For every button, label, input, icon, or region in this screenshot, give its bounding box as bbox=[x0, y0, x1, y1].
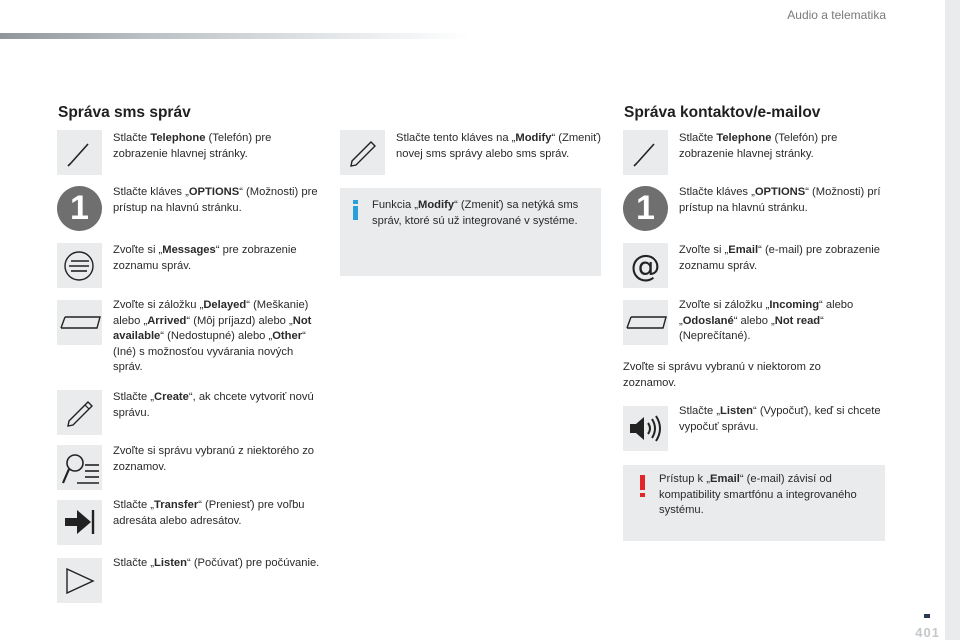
list-icon bbox=[57, 243, 102, 288]
text: “ (Zmeniť) novej sms správy alebo sms správ. bbox=[396, 132, 602, 160]
left-row-create bbox=[113, 390, 323, 421]
bold-term: Other bbox=[272, 330, 303, 342]
text: Zvoľte si správu vybranú z niektorého zo zoznamov. bbox=[113, 445, 315, 473]
text: “ (Počúvať) pre počúvanie. bbox=[187, 557, 320, 569]
text: (Telefón) pre zobrazenie hlavnej stránky. bbox=[679, 132, 838, 160]
info-icon bbox=[352, 200, 360, 220]
text: Prístup k „ bbox=[659, 473, 710, 485]
right-row-email bbox=[679, 243, 889, 274]
tab-icon bbox=[623, 300, 668, 345]
info-box bbox=[340, 188, 601, 276]
svg-text:@: @ bbox=[630, 249, 661, 284]
text: Funkcia „ bbox=[372, 199, 419, 211]
text: “ (Preniesť) pre voľbu adresáta alebo adresátov. bbox=[113, 499, 305, 527]
right-row-listen bbox=[679, 404, 889, 435]
text: “ (Nedostupné) alebo „ bbox=[160, 330, 273, 342]
left-row-tabs bbox=[113, 298, 318, 376]
left-row-messages bbox=[113, 243, 323, 274]
contact-select-icon bbox=[57, 445, 102, 490]
header-gradient-bar bbox=[0, 33, 470, 39]
bold-term: Messages bbox=[162, 244, 216, 256]
text: Stlačte kláves „ bbox=[679, 186, 755, 198]
text: “ (Zmeniť) sa netýká sms správ, ktoré sú už integrované v systéme. bbox=[372, 199, 579, 227]
warning-text bbox=[659, 472, 874, 519]
text: Stlačte tento kláves na „ bbox=[396, 132, 516, 144]
bold-term: Transfer bbox=[154, 499, 199, 511]
text: (Telefón) pre zobrazenie hlavnej stránky. bbox=[113, 132, 272, 160]
left-row-transfer bbox=[113, 498, 323, 529]
text: Zvoľte si „ bbox=[679, 244, 729, 256]
pencil-icon bbox=[57, 130, 102, 175]
text: Stlačte „ bbox=[113, 391, 155, 403]
transfer-arrow-icon bbox=[57, 500, 102, 545]
middle-row-modify bbox=[396, 131, 606, 162]
text: Stlačte kláves „ bbox=[113, 186, 189, 198]
at-icon bbox=[623, 243, 668, 288]
page-number: 401 bbox=[915, 625, 940, 640]
text: Zvoľte si „ bbox=[113, 244, 163, 256]
text: Zvoľte si záložku „ bbox=[113, 299, 204, 311]
page-dot bbox=[924, 614, 930, 618]
bold-term: Delayed bbox=[203, 299, 247, 311]
text: “ (Možnosti) pre prístup na hlavnú stránku. bbox=[113, 186, 318, 214]
page-side-strip bbox=[945, 0, 960, 640]
step-badge: 1 bbox=[57, 186, 102, 231]
text: “ (e-mail) pre zobrazenie zoznamu správ. bbox=[679, 244, 880, 272]
left-row-options bbox=[113, 185, 323, 216]
text: Stlačte „ bbox=[679, 405, 721, 417]
pencil-icon bbox=[623, 130, 668, 175]
icon-tile-at bbox=[623, 243, 668, 288]
text: “ alebo „ bbox=[679, 299, 854, 327]
left-section-title: Správa sms správ bbox=[58, 104, 191, 121]
icon-tile-tab bbox=[623, 300, 668, 345]
icon-tile-play bbox=[57, 558, 102, 603]
icon-tile-tab bbox=[57, 300, 102, 345]
bold-term: Listen bbox=[720, 405, 753, 417]
text: “ alebo „ bbox=[733, 314, 775, 327]
text: “ pre zobrazenie zoznamu správ. bbox=[113, 244, 297, 272]
info-text bbox=[372, 198, 594, 229]
bold-term: Email bbox=[709, 473, 740, 485]
right-row-tabs bbox=[679, 298, 891, 345]
right-row-options bbox=[679, 185, 891, 216]
bold-term: OPTIONS bbox=[754, 186, 806, 198]
text: “ (Neprečítané). bbox=[679, 314, 824, 342]
tab-icon bbox=[57, 300, 102, 345]
bold-term: Create bbox=[154, 391, 189, 403]
left-row-listen bbox=[113, 556, 323, 572]
text: Stlačte bbox=[113, 132, 151, 144]
right-plain-text: Zvoľte si správu vybranú v niektorom zo zoznamov. bbox=[623, 361, 821, 389]
text: Stlačte bbox=[679, 132, 717, 144]
bold-term: Modify bbox=[515, 132, 552, 144]
icon-tile-modify bbox=[340, 130, 385, 175]
text: “ (Iné) s možnosťou vyvárania nových správ. bbox=[113, 330, 306, 373]
warning-icon bbox=[640, 475, 646, 497]
text: “, ak chcete vytvoriť novú správu. bbox=[113, 391, 314, 419]
pencil-icon bbox=[340, 130, 385, 175]
bold-term: Not read bbox=[774, 314, 821, 327]
icon-tile-pencil bbox=[57, 130, 102, 175]
right-section-title: Správa kontaktov/e-mailov bbox=[624, 104, 821, 121]
bold-term: Telephone bbox=[716, 132, 772, 144]
bold-term: Email bbox=[728, 244, 759, 256]
icon-tile-pencil bbox=[623, 130, 668, 175]
text: “ (Meškanie) alebo „ bbox=[113, 299, 309, 327]
bold-term: Telephone bbox=[150, 132, 206, 144]
text: Stlačte „ bbox=[113, 557, 155, 569]
icon-tile-list bbox=[57, 243, 102, 288]
text: Stlačte „ bbox=[113, 499, 155, 511]
bold-term: Listen bbox=[154, 557, 187, 569]
section-header: Audio a telematika bbox=[787, 8, 886, 22]
bold-term: Modify bbox=[418, 199, 455, 211]
icon-tile-speaker bbox=[623, 406, 668, 451]
icon-tile-contact-select bbox=[57, 445, 102, 490]
text: “ (Môj príjazd) alebo „ bbox=[186, 314, 293, 327]
compose-icon bbox=[57, 390, 102, 435]
bold-term: OPTIONS bbox=[188, 186, 240, 198]
text: “ (Možnosti) prí prístup na hlavnú stránku. bbox=[679, 186, 881, 214]
icon-tile-transfer bbox=[57, 500, 102, 545]
bold-term: Arrived bbox=[147, 314, 187, 327]
left-row-select bbox=[113, 444, 328, 475]
text: “ (e-mail) závisí od kompatibility smartfónu a integrovaného systému. bbox=[659, 473, 857, 516]
bold-term: Not available bbox=[113, 314, 312, 342]
speaker-icon bbox=[623, 406, 668, 451]
bold-term: Odoslané bbox=[682, 314, 734, 327]
bold-term: Incoming bbox=[769, 299, 820, 311]
left-row-telephone bbox=[113, 131, 313, 162]
play-icon bbox=[57, 558, 102, 603]
icon-tile-compose bbox=[57, 390, 102, 435]
text: Zvoľte si záložku „ bbox=[679, 299, 770, 311]
right-row-telephone bbox=[679, 131, 879, 162]
step-badge: 1 bbox=[623, 186, 668, 231]
text: “ (Vypočuť), keď si chcete vypočuť správu. bbox=[679, 405, 881, 433]
warning-box bbox=[623, 465, 885, 541]
